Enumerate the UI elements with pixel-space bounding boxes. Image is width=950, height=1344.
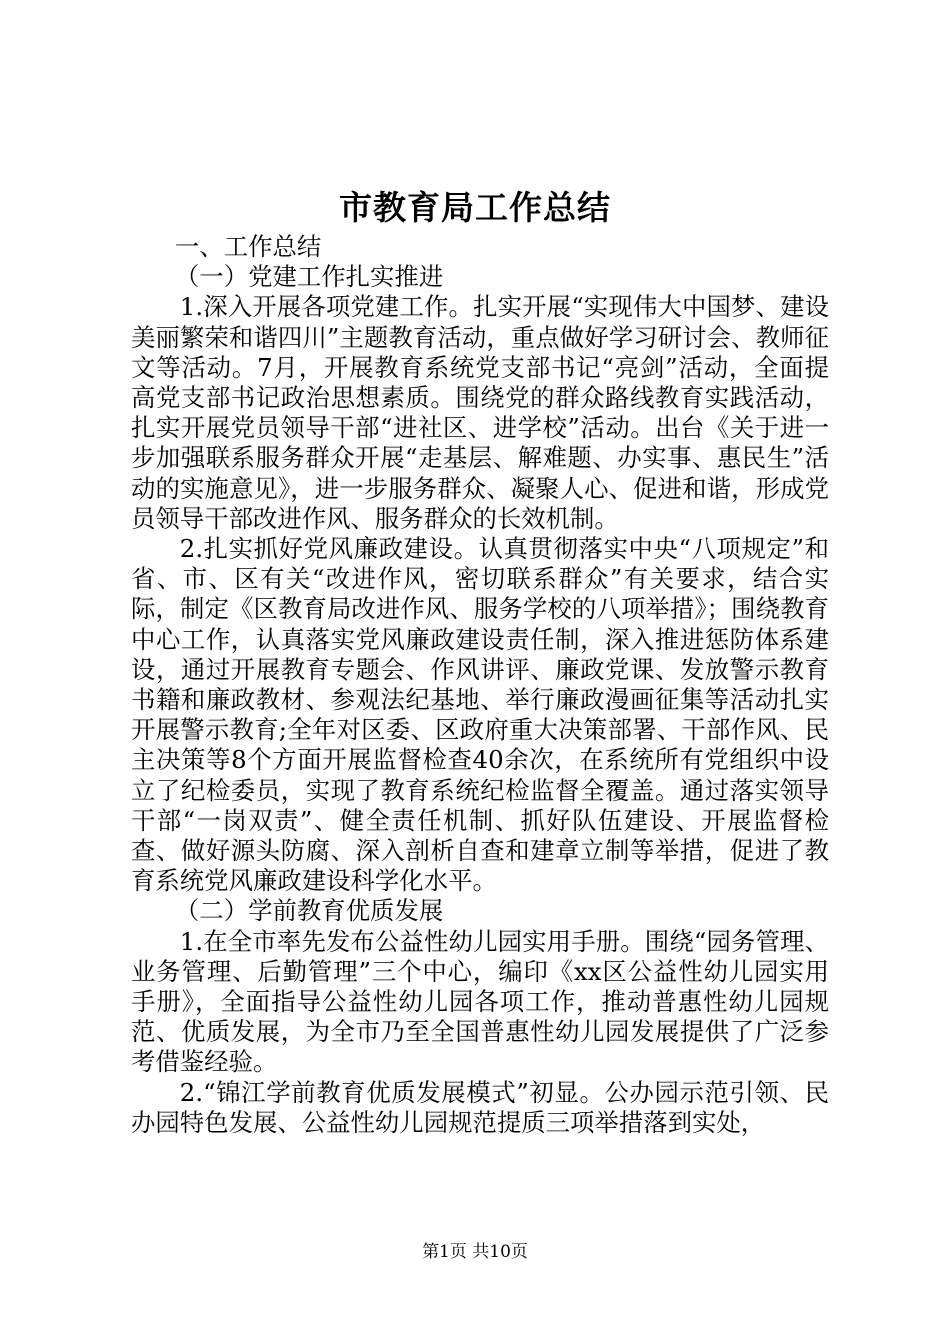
body-paragraph: 1.在全市率先发布公益性幼儿园实用手册。围绕“园务管理、业务管理、后勤管理”三个中心，编印《xx区公益性幼儿园实用手册》，全面指导公益性幼儿园各项工作，推动普惠性幼儿园规范、优质发展，为全市乃至全国普惠性幼儿园发展提供了广泛参考借鉴经验。 bbox=[131, 926, 829, 1077]
document-title: 市教育局工作总结 bbox=[339, 188, 611, 227]
body-paragraph: 2.“锦江学前教育优质发展模式”初显。公办园示范引领、民办园特色发展、公益性幼儿园规范提质三项举措落到实处， bbox=[131, 1077, 829, 1137]
body-paragraph: 1.深入开展各项党建工作。扎实开展“实现伟大中国梦、建设美丽繁荣和谐四川”主题教育活动，重点做好学习研讨会、教师征文等活动。7月，开展教育系统党支部书记“亮剑”活动，全面提高党支部书记政治思想素质。围绕党的群众路线教育实践活动，扎实开展党员领导干部“进社区、进学校”活动。出台《关于进一步加强联系服务群众开展“走基层、解难题、办实事、惠民生”活动的实施意见》，进一步服务群众、凝聚人心、促进和谐，形成党员领导干部改进作风、服务群众的长效机制。 bbox=[131, 292, 829, 533]
section-heading: 一、工作总结 bbox=[174, 232, 322, 261]
subsection-heading: （一）党建工作扎实推进 bbox=[174, 262, 444, 292]
document-body bbox=[131, 232, 829, 1138]
subsection-heading: （二）学前教育优质发展 bbox=[174, 896, 444, 926]
page-footer: 第1页 共10页 bbox=[422, 1242, 528, 1262]
body-paragraph: 2.扎实抓好党风廉政建设。认真贯彻落实中央“八项规定”和省、市、区有关“改进作风，密切联系群众”有关要求，结合实际，制定《区教育局改进作风、服务学校的八项举措》；围绕教育中心工作，认真落实党风廉政建设责任制，深入推进惩防体系建设，通过开展教育专题会、作风讲评、廉政党课、发放警示教育书籍和廉政教材、参观法纪基地、举行廉政漫画征集等活动扎实开展警示教育;全年对区委、区政府重大决策部署、干部作风、民主决策等8个方面开展监督检查40余次，在系统所有党组织中设立了纪检委员，实现了教育系统纪检监督全覆盖。通过落实领导干部“一岗双责”、健全责任机制、抓好队伍建设、开展监督检查、做好源头防腐、深入剖析自查和建章立制等举措，促进了教育系统党风廉政建设科学化水平。 bbox=[131, 534, 829, 896]
